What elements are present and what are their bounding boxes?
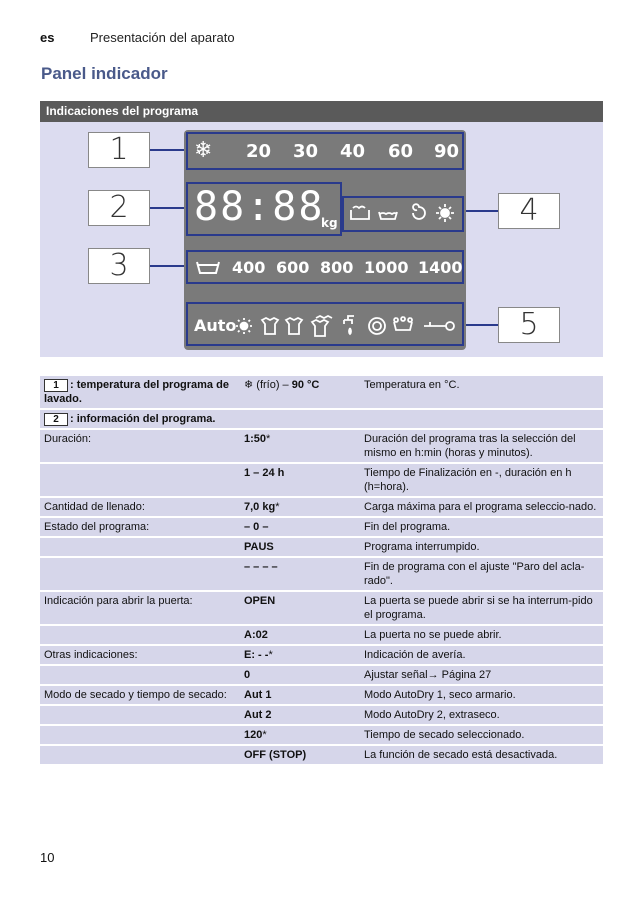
row-value: Aut 1 [240, 685, 360, 705]
row-value: – – – – [240, 557, 360, 591]
shirt-icon [262, 318, 278, 334]
table-row [40, 429, 603, 463]
row-desc: La puerta se puede abrir si se ha interrum-pido el programa. [360, 591, 603, 625]
temp-20: 20 [246, 141, 272, 162]
row-label: Indicación para abrir la puerta: [40, 591, 240, 625]
section-title: Panel indicador [41, 64, 168, 83]
connector-2 [150, 207, 186, 209]
row-label [40, 665, 240, 685]
row-label: Cantidad de llenado: [40, 497, 240, 517]
row-desc: Duración del programa tras la selección del mismo en h:min (horas y minutos). [360, 429, 603, 463]
table-row [40, 537, 603, 557]
table-row [40, 625, 603, 645]
language-code: es [40, 30, 55, 45]
row-desc: Ajustar señal→ Página 27 [360, 665, 603, 685]
row-label [40, 463, 240, 497]
row-desc: Carga máxima para el programa seleccio-nado. [360, 497, 603, 517]
table-row [40, 665, 603, 685]
row-value: – 0 – [240, 517, 360, 537]
table-row [40, 745, 603, 765]
snowflake-icon: ❄ [194, 138, 213, 163]
row-label: 2 : información del programa. [40, 409, 240, 429]
snowflake-icon: ❄ [244, 379, 254, 391]
connector-5 [464, 324, 498, 326]
temp-40: 40 [340, 141, 366, 162]
row-value: Aut 2 [240, 705, 360, 725]
row-label: Estado del programa: [40, 517, 240, 537]
table-row [40, 685, 603, 705]
sun-icon [241, 323, 248, 330]
tap-icon [344, 316, 354, 324]
row-desc: Fin de programa con el ajuste "Paro del acla-rado". [360, 557, 603, 591]
spin-600: 600 [276, 258, 310, 277]
spin-800: 800 [320, 258, 354, 277]
row-desc: Temperatura en °C. [360, 376, 603, 409]
row-desc: Fin del programa. [360, 517, 603, 537]
table-row [40, 725, 603, 745]
row-value: OPEN [240, 591, 360, 625]
stain-icon [369, 318, 385, 334]
auto-label: Auto [194, 316, 237, 335]
kg-unit: kg [321, 216, 338, 230]
eco-tub-icon [394, 322, 412, 330]
row-value: E: - -* [240, 645, 360, 665]
chapter-title: Presentación del aparato [90, 30, 235, 45]
status-icons [347, 202, 461, 224]
row-value: ❄ (frío) – 90 °C [240, 376, 360, 409]
row-value: A:02 [240, 625, 360, 645]
table-row [40, 409, 603, 429]
row-label [40, 625, 240, 645]
callout-2: 2 [88, 190, 150, 226]
info-table [40, 376, 603, 766]
row-label [40, 745, 240, 765]
spin-1000: 1000 [364, 258, 409, 277]
row-desc: Modo AutoDry 1, seco armario. [360, 685, 603, 705]
table-row [40, 376, 603, 409]
row-value: 0 [240, 665, 360, 685]
row-label: 1 : temperatura del programa de lavado. [40, 376, 240, 409]
row-label [40, 725, 240, 745]
row-desc: Indicación de avería. [360, 645, 603, 665]
highlight-row-1 [186, 132, 464, 170]
row-value: 7,0 kg* [240, 497, 360, 517]
row-value: 1:50* [240, 429, 360, 463]
row-value: OFF (STOP) [240, 745, 360, 765]
row-value: PAUS [240, 537, 360, 557]
spin-1400: 1400 [418, 258, 463, 277]
callout-5: 5 [498, 307, 560, 343]
connector-3 [150, 265, 186, 267]
row-label: Modo de secado y tiempo de secado: [40, 685, 240, 705]
row-label [40, 537, 240, 557]
spin-icon [413, 204, 425, 219]
temp-90: 90 [434, 141, 460, 162]
sun-icon [441, 209, 449, 217]
table-row [40, 557, 603, 591]
callout-4: 4 [498, 193, 560, 229]
row-desc: Tiempo de secado seleccionado. [360, 725, 603, 745]
rinse-tub-icon [195, 258, 221, 276]
key-icon [424, 322, 446, 326]
table-row [40, 517, 603, 537]
row-desc: La puerta no se puede abrir. [360, 625, 603, 645]
seven-segment-display: 88:88 [194, 184, 325, 230]
row-desc: Modo AutoDry 2, extraseco. [360, 705, 603, 725]
connector-4 [464, 210, 498, 212]
row-label [40, 557, 240, 591]
row-label: Duración: [40, 429, 240, 463]
table-row [40, 497, 603, 517]
table-row [40, 591, 603, 625]
row-value: 1 – 24 h [240, 463, 360, 497]
temp-60: 60 [388, 141, 414, 162]
table-row [40, 463, 603, 497]
callout-mini: 1 [44, 379, 68, 392]
callout-3: 3 [88, 248, 150, 284]
option-icons [234, 312, 460, 342]
spin-400: 400 [232, 258, 266, 277]
table-row [40, 705, 603, 725]
shirt-double-icon [312, 320, 328, 336]
temp-30: 30 [293, 141, 319, 162]
table-row [40, 645, 603, 665]
callout-mini: 2 [44, 413, 68, 426]
callout-1: 1 [88, 132, 150, 168]
shirt-icon-2 [286, 318, 302, 334]
row-desc: Programa interrumpido. [360, 537, 603, 557]
row-value: 120* [240, 725, 360, 745]
row-desc: Tiempo de Finalización en -, duración en h (h=hora). [360, 463, 603, 497]
band-title: Indicaciones del programa [40, 101, 603, 122]
prewash-wave-icon [353, 207, 365, 209]
row-label [40, 705, 240, 725]
row-label: Otras indicaciones: [40, 645, 240, 665]
connector-1 [150, 149, 186, 151]
row-desc: La función de secado está desactivada. [360, 745, 603, 765]
page-number: 10 [40, 850, 55, 865]
prewash-icon [351, 210, 369, 219]
